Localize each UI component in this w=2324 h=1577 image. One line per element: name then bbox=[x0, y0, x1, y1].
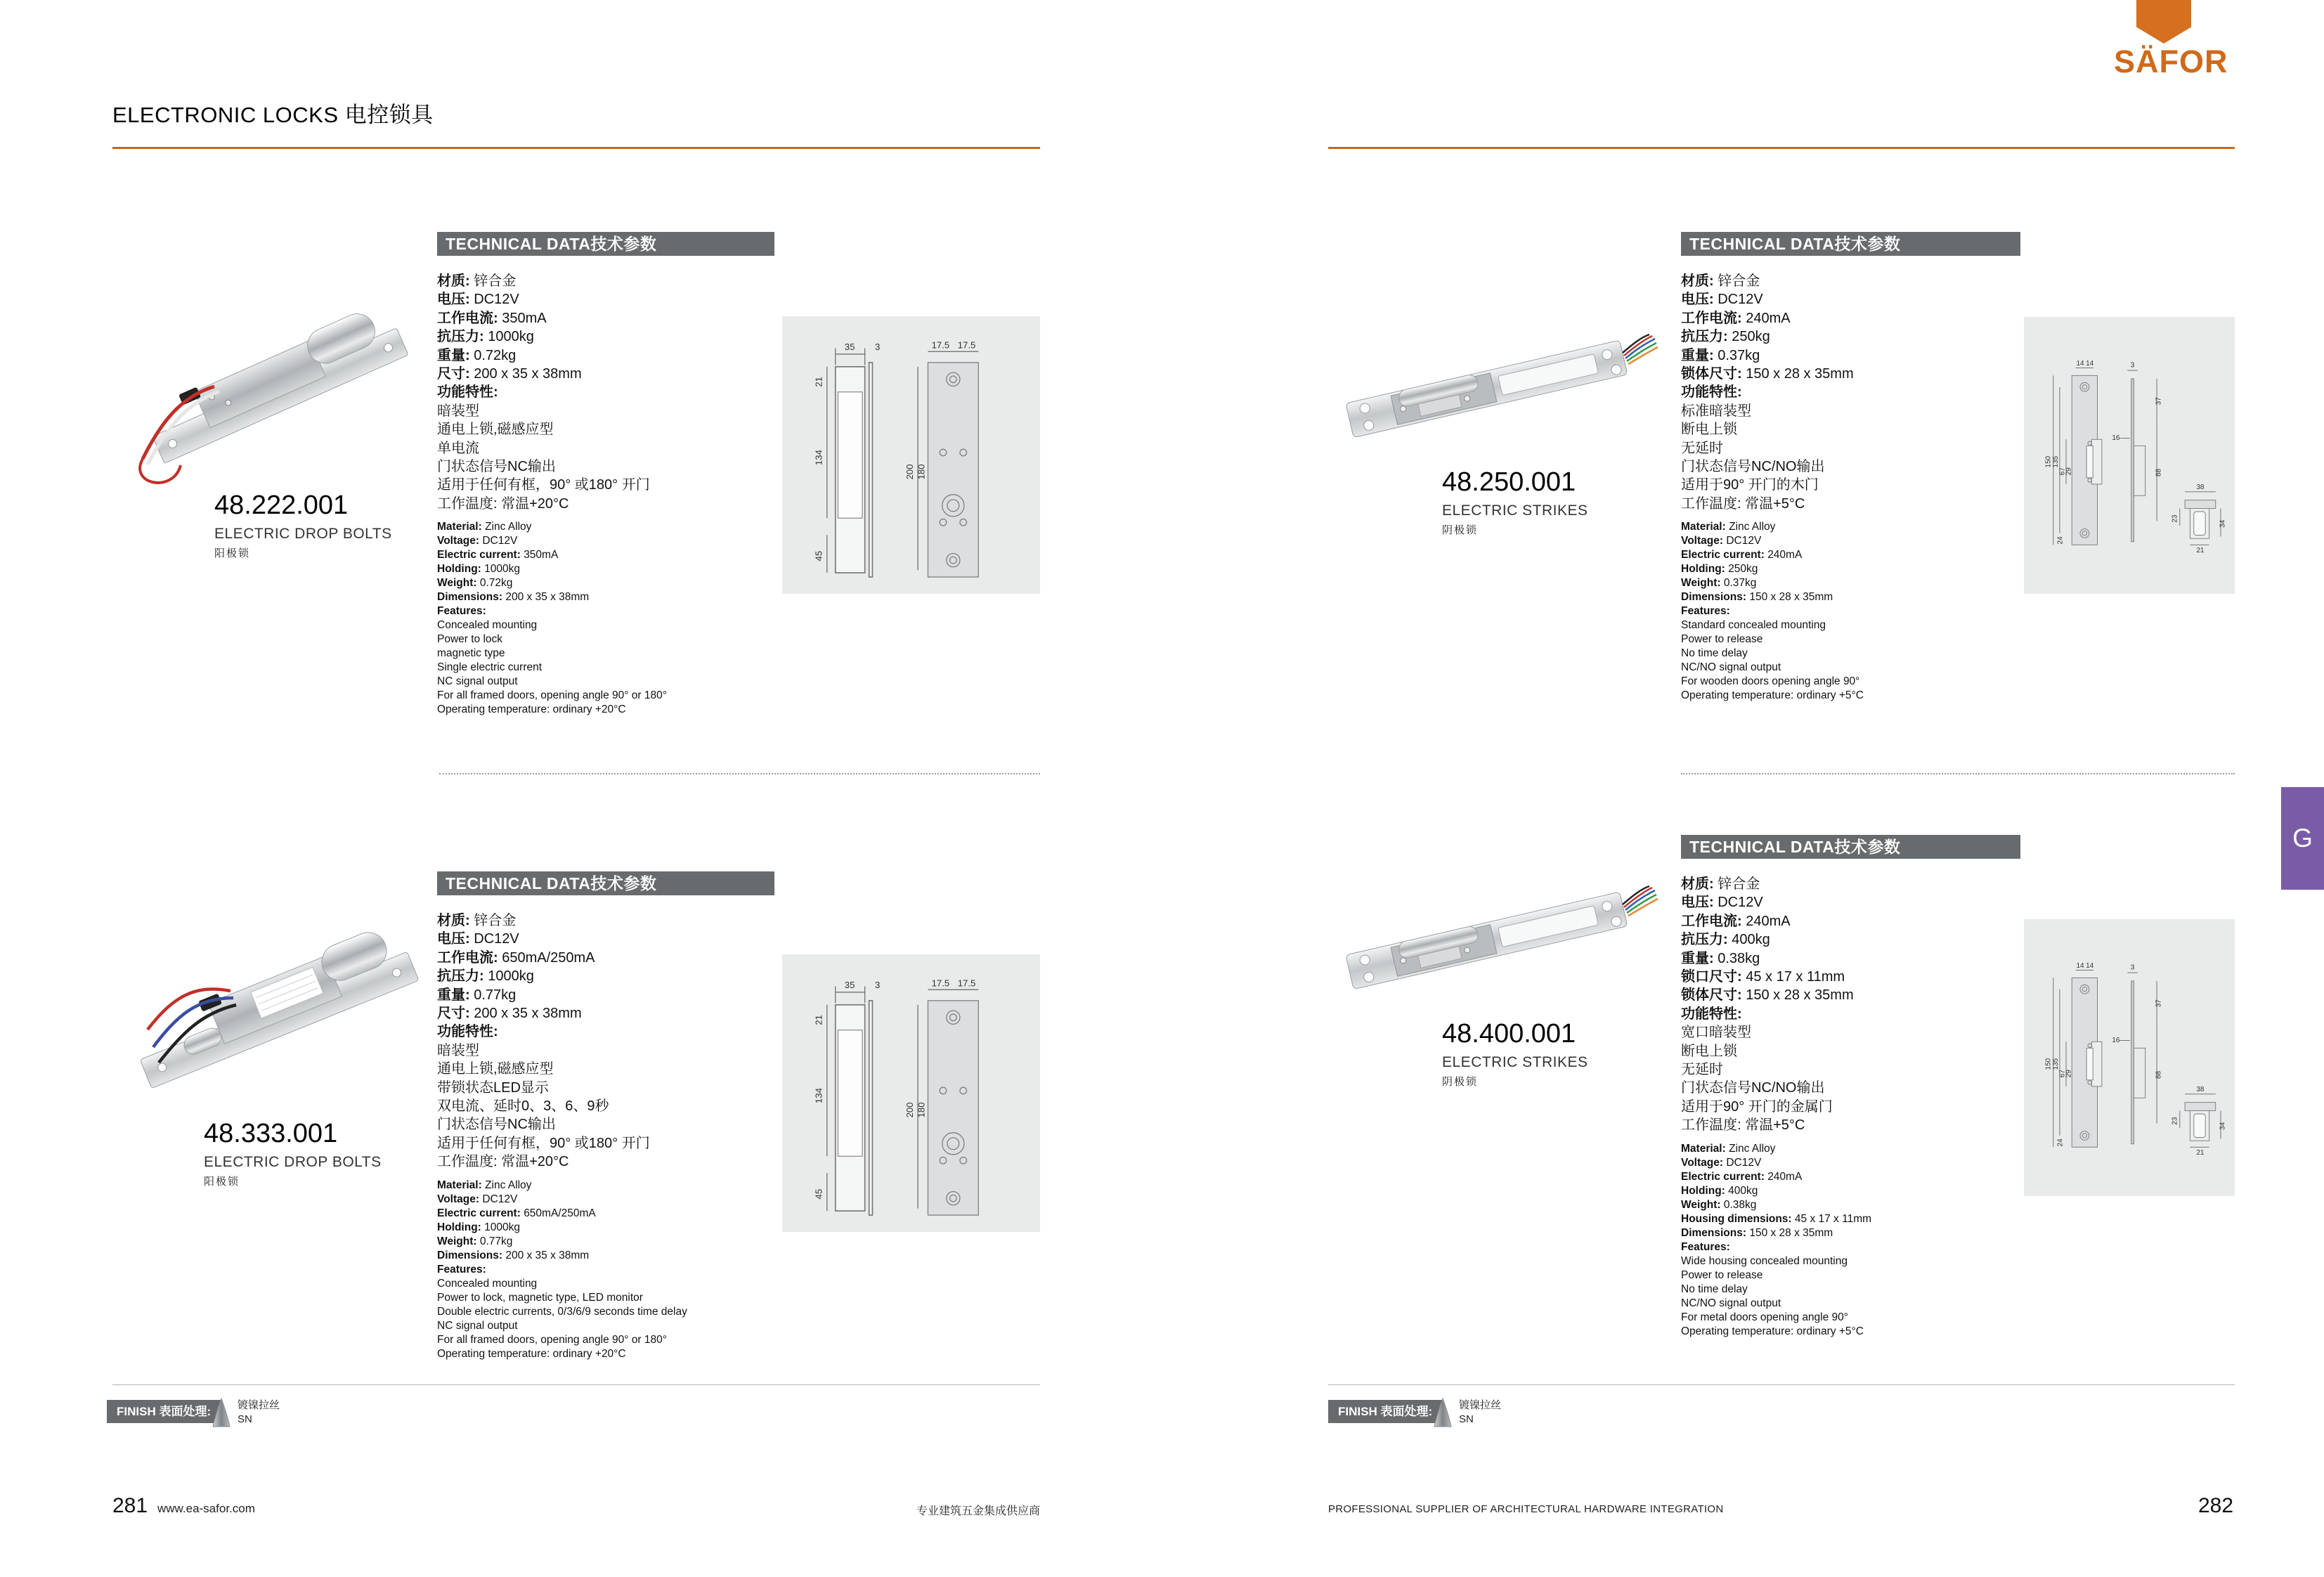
spec-line: Weight: 0.72kg bbox=[437, 577, 513, 590]
spec-line: 暗装型 bbox=[437, 1042, 479, 1058]
finish-option bbox=[238, 1398, 280, 1427]
spec-line: 工作温度: 常温+20°C bbox=[437, 495, 569, 512]
specs-en bbox=[1681, 1142, 2020, 1339]
specs-cn bbox=[1681, 875, 2020, 1135]
spec-line: 双电流、延时0、3、6、9秒 bbox=[437, 1098, 609, 1115]
svg-text:16: 16 bbox=[2112, 1037, 2120, 1045]
tech-data-header: TECHNICAL DATA技术参数 bbox=[437, 871, 774, 895]
technical-drawing-strike bbox=[2024, 919, 2235, 1196]
svg-text:29: 29 bbox=[2065, 1070, 2073, 1078]
spec-line: 抗压力: 1000kg bbox=[437, 968, 534, 985]
svg-text:34: 34 bbox=[2219, 1122, 2227, 1130]
svg-text:21: 21 bbox=[813, 1015, 824, 1025]
spec-line: 材质: 锌合金 bbox=[1681, 273, 1760, 289]
spec-line: 尺寸: 200 x 35 x 38mm bbox=[437, 366, 582, 382]
spec-line: Single electric current bbox=[437, 661, 543, 674]
svg-text:45: 45 bbox=[813, 1188, 824, 1200]
tech-data-section bbox=[1681, 232, 2020, 703]
spec-line: 材质: 锌合金 bbox=[1681, 876, 1760, 892]
product-name-cn: 阳极锁 bbox=[204, 1176, 240, 1188]
spec-line: 工作温度: 常温+20°C bbox=[437, 1154, 569, 1170]
svg-text:21: 21 bbox=[813, 377, 824, 387]
spec-line: NC/NO signal output bbox=[1681, 1297, 1781, 1309]
product-photo-drop-bolt-48-222-001 bbox=[116, 274, 432, 506]
svg-text:23: 23 bbox=[2171, 1117, 2179, 1125]
svg-text:88: 88 bbox=[2155, 468, 2163, 477]
spec-line: Voltage: DC12V bbox=[437, 535, 518, 547]
svg-text:14: 14 bbox=[2086, 359, 2094, 368]
svg-text:135: 135 bbox=[2052, 1058, 2060, 1070]
spec-line: Dimensions: 200 x 35 x 38mm bbox=[437, 1249, 590, 1261]
section-index-letter: G bbox=[2292, 824, 2313, 852]
spec-line: Wide housing concealed mounting bbox=[1681, 1254, 1848, 1267]
spec-line: 电压: DC12V bbox=[1681, 292, 1763, 308]
specs-cn bbox=[437, 272, 774, 513]
svg-text:24: 24 bbox=[2056, 536, 2065, 545]
spec-line: No time delay bbox=[1681, 647, 1748, 660]
spec-line: Dimensions: 150 x 28 x 35mm bbox=[1681, 591, 1833, 604]
svg-text:35: 35 bbox=[844, 341, 855, 352]
spec-line: Holding: 400kg bbox=[1681, 1184, 1758, 1197]
finish-cone-icon bbox=[211, 1397, 232, 1429]
svg-text:3: 3 bbox=[2130, 361, 2135, 370]
svg-text:17.5: 17.5 bbox=[931, 978, 950, 989]
svg-text:3: 3 bbox=[2130, 963, 2135, 972]
spec-line: Material: Zinc Alloy bbox=[1681, 1142, 1776, 1155]
spec-line: 锁体尺寸: 150 x 28 x 35mm bbox=[1681, 987, 1854, 1004]
spec-line: 门状态信号NC/NO输出 bbox=[1681, 459, 1825, 475]
svg-text:200: 200 bbox=[904, 1102, 915, 1118]
section-separator bbox=[1681, 773, 2235, 774]
svg-text:14: 14 bbox=[2076, 359, 2084, 368]
specs-en bbox=[437, 1179, 774, 1361]
spec-line: 暗装型 bbox=[437, 403, 479, 419]
svg-text:134: 134 bbox=[813, 450, 824, 466]
spec-line: 重量: 0.38kg bbox=[1681, 950, 1760, 966]
spec-line: Electric current: 350mA bbox=[437, 549, 559, 562]
spec-line: 材质: 锌合金 bbox=[437, 913, 517, 928]
spec-line: Operating temperature: ordinary +5°C bbox=[1681, 1325, 1864, 1337]
finish-row-left bbox=[107, 1400, 221, 1423]
spec-line: 适用于90° 开门的木门 bbox=[1681, 477, 1819, 493]
spec-line: 无延时 bbox=[1681, 440, 1723, 456]
svg-text:3: 3 bbox=[874, 979, 881, 990]
spec-line: 无延时 bbox=[1681, 1062, 1723, 1078]
svg-text:3: 3 bbox=[874, 341, 881, 352]
spec-line: 断电上锁 bbox=[1681, 1043, 1737, 1059]
spec-line: 通电上锁,磁感应型 bbox=[437, 1061, 554, 1077]
brand-logo: SÄFOR bbox=[2114, 44, 2228, 79]
svg-text:14: 14 bbox=[2076, 961, 2084, 970]
svg-text:150: 150 bbox=[2044, 1058, 2053, 1070]
spec-line: 功能特性: bbox=[437, 384, 498, 401]
tech-data-section bbox=[437, 232, 774, 717]
spec-line: magnetic type bbox=[437, 647, 505, 660]
specs-en bbox=[1681, 520, 2020, 703]
spec-line: Operating temperature: ordinary +20°C bbox=[437, 1347, 626, 1360]
spec-line: 工作电流: 350mA bbox=[437, 310, 547, 326]
svg-text:24: 24 bbox=[2056, 1138, 2065, 1147]
spec-line: Standard concealed mounting bbox=[1681, 619, 1826, 632]
spec-line: 材质: 锌合金 bbox=[437, 273, 517, 289]
specs-cn bbox=[1681, 272, 2020, 513]
spec-line: 门状态信号NC/NO输出 bbox=[1681, 1080, 1825, 1096]
tech-data-section bbox=[1681, 835, 2020, 1339]
svg-text:17.5: 17.5 bbox=[957, 339, 976, 351]
spec-line: Weight: 0.38kg bbox=[1681, 1198, 1757, 1211]
spec-line: 抗压力: 250kg bbox=[1681, 329, 1770, 345]
finish-code: SN bbox=[1459, 1413, 1474, 1425]
product-name-en: ELECTRIC DROP BOLTS bbox=[214, 526, 392, 542]
spec-line: Concealed mounting bbox=[437, 1277, 538, 1290]
spec-line: 工作电流: 240mA bbox=[1681, 913, 1791, 929]
spec-line: 适用于任何有框，90° 或180° 开门 bbox=[437, 477, 650, 493]
spec-line: 宽口暗装型 bbox=[1681, 1025, 1751, 1041]
tech-data-header: TECHNICAL DATA技术参数 bbox=[1681, 835, 2020, 859]
footer-slogan-cn: 专业建筑五金集成供应商 bbox=[916, 1505, 1040, 1517]
svg-text:88: 88 bbox=[2155, 1070, 2163, 1079]
spec-line: Housing dimensions: 45 x 17 x 11mm bbox=[1681, 1212, 1872, 1225]
spec-line: 带锁状态LED显示 bbox=[437, 1079, 549, 1096]
svg-text:16: 16 bbox=[2112, 434, 2120, 443]
product-photo-strike-48-400-001 bbox=[1332, 847, 1662, 1030]
spec-line: Operating temperature: ordinary +5°C bbox=[1681, 689, 1864, 702]
finish-name-cn: 镀镍拉丝 bbox=[1459, 1399, 1502, 1411]
finish-name-cn: 镀镍拉丝 bbox=[238, 1399, 280, 1411]
svg-text:21: 21 bbox=[2196, 1149, 2205, 1157]
spec-line: Features: bbox=[437, 1263, 486, 1276]
spec-line: 锁体尺寸: 150 x 28 x 35mm bbox=[1681, 366, 1854, 382]
spec-line: 工作温度: 常温+5°C bbox=[1681, 495, 1805, 512]
spec-line: 电压: DC12V bbox=[437, 931, 519, 947]
spec-line: For metal doors opening angle 90° bbox=[1681, 1311, 1848, 1323]
section-index-tab bbox=[2281, 787, 2324, 890]
spec-line: Holding: 1000kg bbox=[437, 563, 521, 576]
finish-label: FINISH 表面处理: bbox=[1328, 1400, 1442, 1423]
header-rule-left bbox=[112, 147, 1040, 149]
spec-line: Dimensions: 150 x 28 x 35mm bbox=[1681, 1226, 1833, 1239]
spec-line: For wooden doors opening angle 90° bbox=[1681, 675, 1860, 688]
spec-line: 电压: DC12V bbox=[1681, 895, 1763, 911]
spec-line: Dimensions: 200 x 35 x 38mm bbox=[437, 591, 590, 604]
spec-line: 重量: 0.77kg bbox=[437, 987, 517, 1003]
svg-text:150: 150 bbox=[2044, 455, 2053, 468]
spec-line: Weight: 0.77kg bbox=[437, 1235, 513, 1247]
spec-line: 尺寸: 200 x 35 x 38mm bbox=[437, 1006, 582, 1022]
spec-line: Weight: 0.37kg bbox=[1681, 577, 1757, 590]
specs-cn bbox=[437, 911, 774, 1172]
svg-text:38: 38 bbox=[2196, 1086, 2205, 1094]
tech-data-header: TECHNICAL DATA技术参数 bbox=[437, 232, 774, 256]
svg-text:37: 37 bbox=[2155, 397, 2163, 405]
spec-line: Voltage: DC12V bbox=[437, 1193, 518, 1205]
svg-text:45: 45 bbox=[813, 550, 824, 562]
spec-line: Material: Zinc Alloy bbox=[1681, 521, 1776, 533]
spec-line: Voltage: DC12V bbox=[1681, 535, 1762, 547]
footer-slogan-en: PROFESSIONAL SUPPLIER OF ARCHITECTURAL HARDWARE INTEGRATION bbox=[1328, 1503, 1724, 1515]
finish-cone-icon bbox=[1432, 1397, 1453, 1429]
spec-line: Voltage: DC12V bbox=[1681, 1156, 1762, 1169]
product-id-block bbox=[1442, 1019, 1588, 1089]
svg-text:34: 34 bbox=[2219, 519, 2227, 528]
svg-text:135: 135 bbox=[2052, 455, 2060, 468]
spec-line: 功能特性: bbox=[1681, 1006, 1742, 1022]
finish-option bbox=[1459, 1398, 1501, 1427]
svg-text:21: 21 bbox=[2196, 547, 2205, 555]
spec-line: 锁口尺寸: 45 x 17 x 11mm bbox=[1681, 969, 1845, 985]
finish-code: SN bbox=[238, 1413, 252, 1425]
svg-text:200: 200 bbox=[904, 464, 915, 480]
spec-line: Features: bbox=[437, 605, 486, 618]
product-id-block bbox=[1442, 467, 1588, 537]
technical-drawing-strike bbox=[2024, 317, 2235, 594]
svg-text:17.5: 17.5 bbox=[931, 339, 950, 351]
product-code: 48.250.001 bbox=[1442, 467, 1576, 497]
finish-divider bbox=[112, 1384, 1040, 1385]
svg-text:67: 67 bbox=[2058, 1070, 2067, 1078]
spec-line: 工作温度: 常温+5°C bbox=[1681, 1117, 1805, 1134]
specs-en bbox=[437, 520, 774, 717]
spec-line: Power to release bbox=[1681, 1268, 1763, 1281]
product-code: 48.333.001 bbox=[204, 1119, 338, 1148]
technical-drawing-drop-bolt bbox=[782, 316, 1040, 594]
spec-line: Double electric currents, 0/3/6/9 seconds time delay bbox=[437, 1305, 687, 1318]
product-name-cn: 阳极锁 bbox=[214, 547, 251, 559]
spec-line: Electric current: 240mA bbox=[1681, 1170, 1803, 1183]
spec-line: 工作电流: 240mA bbox=[1681, 310, 1791, 326]
spec-line: 门状态信号NC输出 bbox=[437, 1117, 556, 1133]
spec-line: 适用于任何有框，90° 或180° 开门 bbox=[437, 1135, 650, 1151]
spec-line: For all framed doors, opening angle 90° or 180° bbox=[437, 1333, 667, 1346]
spec-line: 重量: 0.37kg bbox=[1681, 347, 1760, 363]
spec-line: No time delay bbox=[1681, 1283, 1748, 1295]
product-code: 48.222.001 bbox=[214, 491, 349, 520]
spec-line: 门状态信号NC输出 bbox=[437, 459, 556, 475]
svg-text:17.5: 17.5 bbox=[957, 978, 976, 989]
spec-line: 功能特性: bbox=[1681, 384, 1742, 401]
page-number-left: 281 bbox=[112, 1494, 148, 1517]
spec-line: Operating temperature: ordinary +20°C bbox=[437, 703, 626, 716]
svg-text:23: 23 bbox=[2171, 514, 2179, 523]
section-separator bbox=[439, 773, 1040, 774]
svg-text:180: 180 bbox=[916, 1102, 927, 1118]
spec-line: NC/NO signal output bbox=[1681, 661, 1781, 674]
spec-line: Material: Zinc Alloy bbox=[437, 521, 532, 533]
spec-line: 重量: 0.72kg bbox=[437, 347, 517, 363]
spec-line: Holding: 1000kg bbox=[437, 1221, 521, 1233]
product-name-en: ELECTRIC DROP BOLTS bbox=[204, 1154, 382, 1170]
page-title: ELECTRONIC LOCKS 电控锁具 bbox=[112, 103, 434, 127]
svg-text:38: 38 bbox=[2196, 484, 2205, 492]
svg-text:35: 35 bbox=[844, 979, 855, 990]
spec-line: 标准暗装型 bbox=[1681, 403, 1751, 419]
product-name-cn: 阴极锁 bbox=[1442, 1076, 1479, 1088]
svg-text:14: 14 bbox=[2086, 961, 2094, 970]
spec-line: Power to lock bbox=[437, 633, 503, 646]
product-photo-strike-48-250-001 bbox=[1332, 295, 1662, 478]
product-name-en: ELECTRIC STRIKES bbox=[1442, 502, 1588, 519]
spec-line: 抗压力: 1000kg bbox=[437, 329, 534, 345]
svg-text:67: 67 bbox=[2058, 467, 2067, 476]
svg-text:29: 29 bbox=[2065, 467, 2073, 476]
spec-line: Concealed mounting bbox=[437, 619, 538, 632]
spec-line: NC signal output bbox=[437, 675, 518, 688]
svg-text:180: 180 bbox=[916, 464, 927, 480]
finish-divider bbox=[1328, 1384, 2235, 1385]
spec-line: 抗压力: 400kg bbox=[1681, 932, 1770, 948]
spec-line: 断电上锁 bbox=[1681, 422, 1737, 438]
spec-line: Power to release bbox=[1681, 633, 1763, 646]
brand-banner-icon bbox=[2136, 0, 2191, 44]
spec-line: Features: bbox=[1681, 605, 1730, 618]
tech-data-section bbox=[437, 871, 774, 1361]
spec-line: For all framed doors, opening angle 90° or 180° bbox=[437, 689, 667, 702]
product-id-block bbox=[204, 1119, 382, 1188]
spec-line: Electric current: 650mA/250mA bbox=[437, 1207, 596, 1219]
spec-line: Power to lock, magnetic type, LED monitor bbox=[437, 1291, 643, 1304]
spec-line: 单电流 bbox=[437, 440, 479, 456]
spec-line: Features: bbox=[1681, 1240, 1730, 1253]
product-code: 48.400.001 bbox=[1442, 1019, 1576, 1049]
finish-row-right bbox=[1328, 1400, 1442, 1423]
spec-line: 适用于90° 开门的金属门 bbox=[1681, 1098, 1833, 1115]
product-name-en: ELECTRIC STRIKES bbox=[1442, 1054, 1588, 1070]
product-name-cn: 阴极锁 bbox=[1442, 524, 1479, 536]
header-rule-right bbox=[1328, 147, 2235, 149]
footer-website: www.ea-safor.com bbox=[157, 1502, 255, 1515]
spec-line: 工作电流: 650mA/250mA bbox=[437, 949, 595, 966]
technical-drawing-drop-bolt bbox=[782, 954, 1040, 1232]
product-id-block bbox=[214, 491, 392, 560]
spec-line: 功能特性: bbox=[437, 1024, 498, 1040]
product-photo-drop-bolt-48-333-001 bbox=[112, 900, 443, 1131]
spec-line: NC signal output bbox=[437, 1319, 518, 1332]
svg-text:134: 134 bbox=[813, 1088, 824, 1104]
spec-line: Holding: 250kg bbox=[1681, 563, 1758, 576]
spec-line: Material: Zinc Alloy bbox=[437, 1179, 532, 1191]
page-number-right: 282 bbox=[2198, 1494, 2234, 1517]
tech-data-header: TECHNICAL DATA技术参数 bbox=[1681, 232, 2020, 256]
spec-line: Electric current: 240mA bbox=[1681, 549, 1803, 562]
spec-line: 通电上锁,磁感应型 bbox=[437, 422, 554, 438]
svg-text:37: 37 bbox=[2155, 999, 2163, 1008]
finish-label: FINISH 表面处理: bbox=[107, 1400, 221, 1423]
spec-line: 电压: DC12V bbox=[437, 292, 519, 308]
